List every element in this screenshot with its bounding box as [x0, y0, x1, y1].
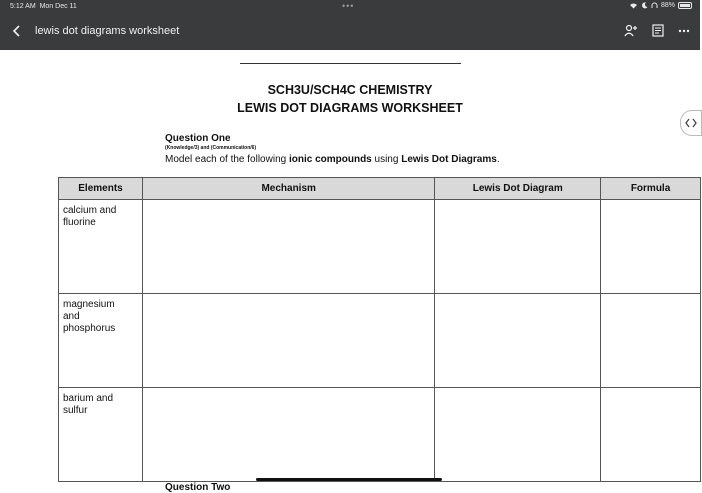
question-two-title: Question Two — [165, 482, 231, 493]
wifi-icon — [629, 2, 638, 9]
formula-cell[interactable] — [601, 294, 701, 388]
page-nav-button[interactable] — [680, 110, 702, 136]
mechanism-cell[interactable] — [142, 200, 434, 294]
status-icons — [629, 2, 692, 9]
more-icon[interactable] — [678, 29, 690, 33]
table-row — [59, 200, 701, 294]
app-bar — [0, 14, 700, 50]
formula-cell[interactable] — [601, 200, 701, 294]
add-person-icon[interactable] — [624, 24, 638, 37]
comment-icon[interactable] — [652, 24, 664, 37]
question-one-marks: (Knowledge/3) and (Communication/6) — [165, 145, 257, 151]
lewis-dot-cell[interactable] — [435, 388, 601, 482]
document-page[interactable] — [0, 50, 700, 493]
question-one-title: Question One — [165, 133, 231, 144]
scroll-indicator[interactable] — [256, 478, 442, 481]
lewis-dot-cell[interactable] — [435, 200, 601, 294]
status-time: 5:12 AM Mon Dec 11 — [10, 3, 77, 10]
worksheet-title: LEWIS DOT DIAGRAMS WORKSHEET — [237, 101, 463, 115]
elements-cell: barium and sulfur — [59, 388, 143, 482]
question-one-instruction: Model each of the following ionic compounds using Lewis Dot Diagrams. — [165, 154, 500, 165]
table-row — [59, 294, 701, 388]
back-chevron-icon[interactable] — [10, 23, 24, 39]
chevrons-icon — [685, 118, 697, 128]
header-formula: Formula — [601, 178, 701, 200]
elements-cell: magnesium and phosphorus — [59, 294, 143, 388]
elements-cell: calcium and fluorine — [59, 200, 143, 294]
multitask-dots-icon[interactable]: ••• — [342, 1, 355, 11]
moon-icon — [641, 2, 648, 9]
header-rule — [240, 63, 461, 64]
header-elements: Elements — [59, 178, 143, 200]
battery-icon — [678, 2, 692, 9]
table-row — [59, 388, 701, 482]
mechanism-cell[interactable] — [142, 294, 434, 388]
table-header-row — [59, 178, 701, 200]
status-bar — [0, 0, 700, 14]
document-title: lewis dot diagrams worksheet — [35, 25, 180, 37]
mechanism-cell[interactable] — [142, 388, 434, 482]
formula-cell[interactable] — [601, 388, 701, 482]
worksheet-table — [58, 177, 701, 482]
headphones-icon — [651, 2, 658, 9]
battery-percent: 88% — [660, 2, 675, 9]
header-lewis-dot-diagram: Lewis Dot Diagram — [435, 178, 601, 200]
header-mechanism: Mechanism — [142, 178, 434, 200]
app-bar-actions — [624, 24, 690, 37]
course-heading: SCH3U/SCH4C CHEMISTRY — [267, 83, 433, 97]
lewis-dot-cell[interactable] — [435, 294, 601, 388]
